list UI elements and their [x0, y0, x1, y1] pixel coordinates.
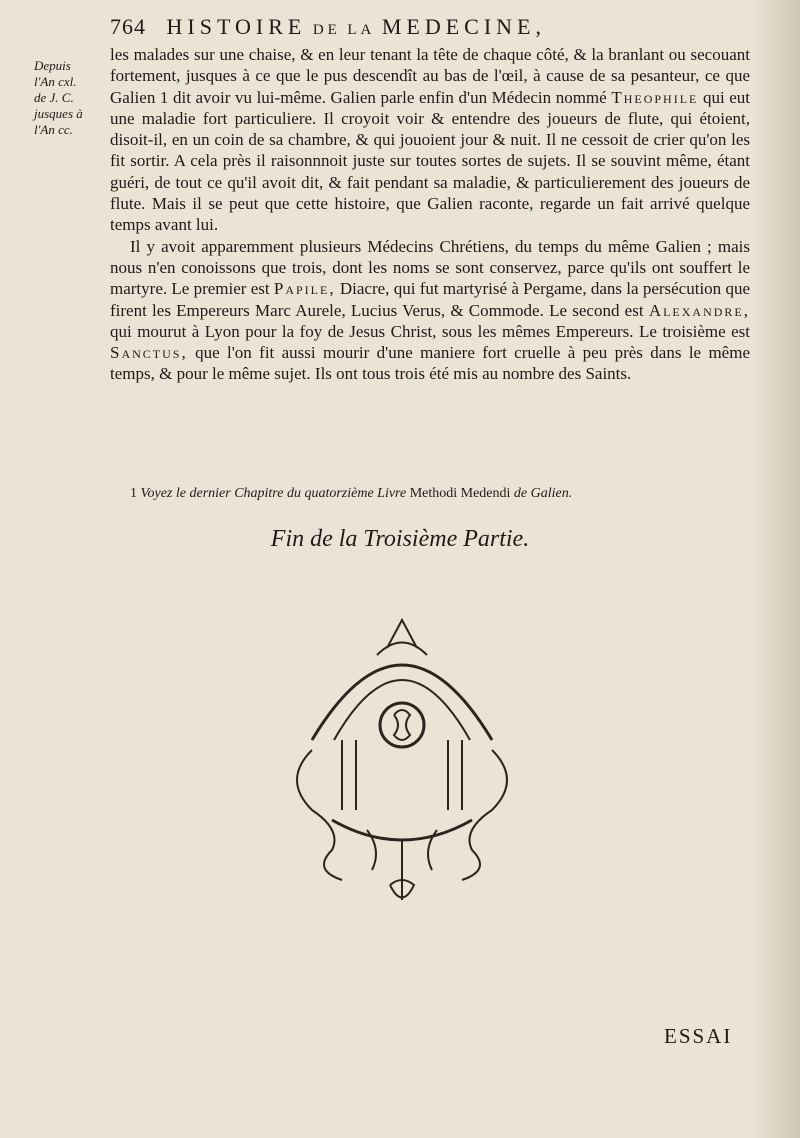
body-text [110, 44, 750, 385]
tailpiece-ornament [272, 600, 532, 920]
header-title-la: LA [347, 22, 376, 38]
footnote-number: 1 [130, 486, 137, 501]
paragraph-2-text-c: qui mourut à Lyon pour la foy de Jesus Christ, sous les mêmes Empereurs. Le troisième est [110, 321, 750, 341]
margin-note-line: l'An cxl. [34, 74, 77, 89]
name-papile: Papile, [273, 279, 336, 299]
catchword: ESSAI [664, 1024, 733, 1048]
footnote-roman: Methodi Medendi [409, 486, 511, 501]
ornament-emblem [394, 710, 410, 740]
name-theophile: Theophile [611, 87, 699, 107]
page-edge-shadow [752, 0, 800, 1138]
paragraph-2-text-b: Diacre, qui fut martyrisé à Pergame, dans la persécution que firent les Empereurs Marc Aurele, Lucius Verus, & Commode. Le second est [110, 279, 750, 320]
ornament-right-scroll [462, 750, 507, 880]
paragraph-2 [110, 236, 750, 385]
header-title-medecine: MEDECINE, [381, 14, 546, 39]
name-alexandre: Alexandre, [648, 300, 750, 320]
running-header [110, 14, 720, 40]
margin-note [34, 58, 98, 138]
header-title-histoire: HISTOIRE [166, 14, 307, 39]
paragraph-2-text-d: que l'on fit aussi mourir d'une maniere fort cruelle à peu près dans le même temps, & pour le même sujet. Ils ont tous trois été mis au nombre des Saints. [110, 343, 750, 384]
footnote-italic: Voyez le dernier Chapitre du quatorzième Livre [140, 486, 407, 501]
header-title-de: DE [312, 22, 341, 38]
paragraph-1-text: les malades sur une chaise, & en leur tenant la tête de chaque côté, & la branlant ou secouant fortement, jusques à ce que le pus descendît au bas de l'œil, à cause de sa pesanteur, ce que Galien 1 dit avoir vu lui-même. Galien parle enfin d'un Médecin nommé [110, 45, 750, 107]
ornament-leaves [367, 830, 437, 900]
margin-note-line: de J. C. [34, 90, 74, 105]
ornament-left-scroll [297, 750, 342, 880]
paragraph-1 [110, 44, 750, 236]
page-number: 764 [110, 14, 146, 39]
ornament-top-crest [377, 620, 427, 655]
end-of-part-heading: Fin de la Troisième Partie. [270, 526, 530, 552]
margin-note-line: jusques à [34, 106, 83, 121]
name-sanctus: Sanctus, [110, 343, 188, 363]
footnote [130, 486, 740, 502]
paragraph-1-continued: qui eut une maladie fort particuliere. Il croyoit voir & entendre des joueurs de flute, qui étoient, disoit-il, en un coin de sa chambre, & qui jouoient jour & nuit. Il ne cessoit de crier qu'on les fit sortir. A cela près il raisonnnoit juste sur toutes sortes de sujets. Il se souvint même, étant guéri, de tout ce qu'il avoit dit, & fait pendant sa maladie, & particulierement des joueurs de flute. Mais il se peut que cette histoire, que Galien raconte, regarde un fait arrivé quelque temps avant lui. [110, 87, 751, 235]
ornament-left-pillar [342, 740, 356, 810]
margin-note-line: Depuis [34, 58, 71, 73]
paragraph-2-text-a: Il y avoit apparemment plusieurs Médecins Chrétiens, du temps du même Galien ; mais nous n'en conoissons que trois, dont les noms se sont conservez, parce qu'ils ont souffert le martyre. Le premier est [110, 236, 750, 299]
footnote-italic-2: de Galien. [513, 486, 573, 501]
ornament-right-pillar [448, 740, 462, 810]
ornament-base [332, 820, 472, 840]
margin-note-line: l'An cc. [34, 122, 73, 137]
